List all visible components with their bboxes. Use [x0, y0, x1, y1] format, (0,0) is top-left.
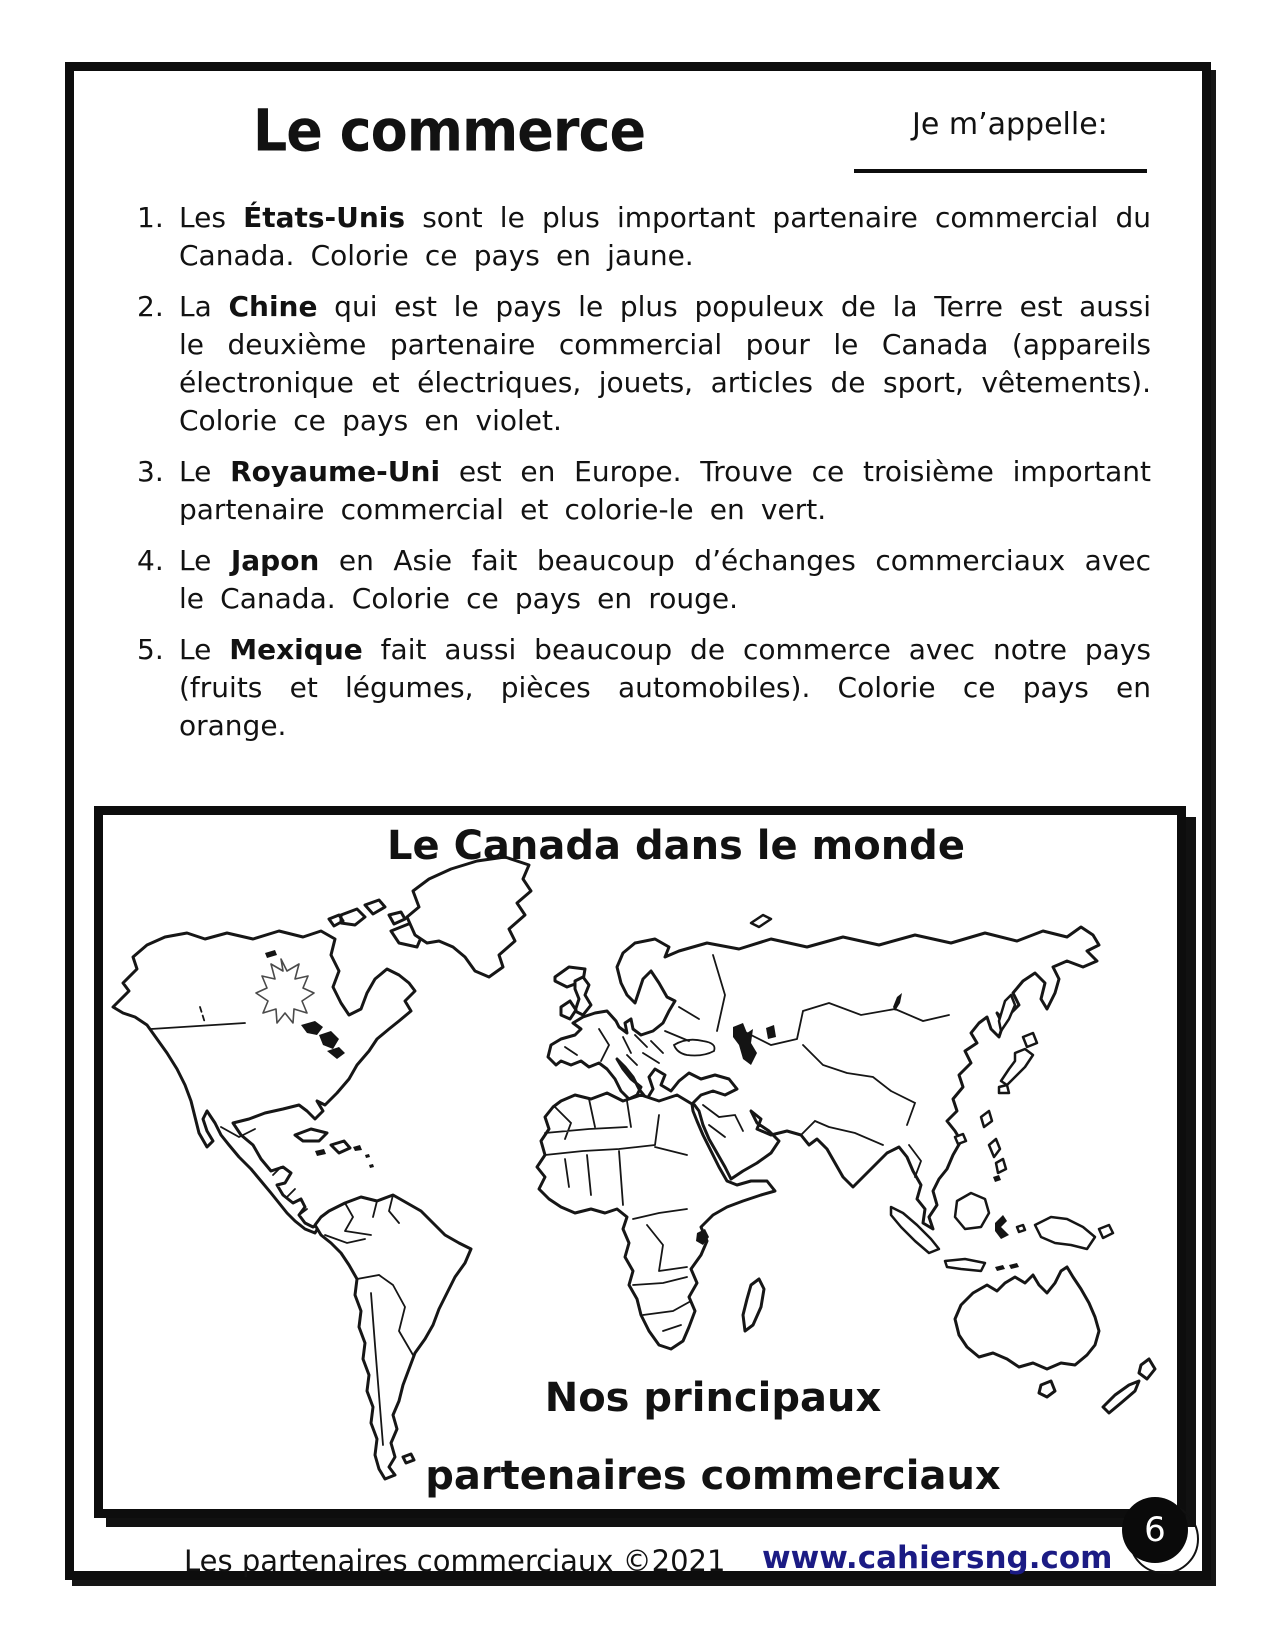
- madagascar-outline: [743, 1279, 764, 1331]
- instruction-list: [137, 199, 1151, 758]
- philippine-south-islands: [993, 1175, 1001, 1182]
- footer-url-link[interactable]: www.cahiersng.com: [762, 1540, 1113, 1576]
- puerto-rico-island: [353, 1145, 362, 1151]
- page-number-badge: 6: [1122, 1497, 1188, 1563]
- name-label: Je m’appelle:: [912, 107, 1108, 142]
- item-number: 5.: [137, 633, 164, 666]
- new-britain-island: [1099, 1225, 1113, 1238]
- footer-credit: Les partenaires commerciaux ©2021: [184, 1544, 726, 1578]
- hispaniola-outline: [331, 1141, 350, 1153]
- new-guinea-island: [1035, 1217, 1095, 1249]
- greenland-outline: [407, 857, 531, 977]
- south-america-outline: [315, 1195, 471, 1479]
- novaya-zemlya-island: [751, 915, 771, 927]
- map-title: Le Canada dans le monde: [387, 823, 965, 869]
- country-name: Japon: [230, 544, 320, 577]
- item-text: Le Japon en Asie fait beaucoup d’échanges commerciaux avec le Canada. Colorie ce pays en rouge.: [179, 544, 1152, 615]
- java-island: [945, 1259, 985, 1271]
- list-item: [137, 453, 1151, 529]
- map-caption-line2: partenaires commerciaux: [425, 1453, 1001, 1499]
- item-text: Le Mexique fait aussi beaucoup de commerce avec notre pays (fruits et légumes, pièces automobiles). Colorie ce pays en orange.: [179, 633, 1151, 742]
- japan-islands: [999, 1033, 1037, 1093]
- item-text: Le Royaume-Uni est en Europe. Trouve ce troisième important partenaire commercial et colorie-le en vert.: [179, 455, 1151, 526]
- list-item: [137, 631, 1151, 745]
- list-item: [137, 199, 1151, 275]
- page-title: Le commerce: [252, 96, 646, 165]
- item-text: Les États-Unis sont le plus important partenaire commercial du Canada. Colorie ce pays en jaune.: [179, 201, 1151, 272]
- taiwan-island: [981, 1111, 992, 1127]
- united-kingdom-outline: [575, 977, 591, 1015]
- jamaica-island: [315, 1149, 326, 1156]
- philippines-islands: [989, 1139, 1006, 1173]
- country-name: Royaume-Uni: [230, 455, 441, 488]
- worksheet-page-border: [65, 62, 1211, 1580]
- country-name: États-Unis: [243, 201, 406, 234]
- country-name: Chine: [228, 290, 318, 323]
- lesser-antilles: [365, 1154, 374, 1168]
- item-number: 3.: [137, 455, 164, 488]
- lesser-sunda-islands: [995, 1263, 1019, 1271]
- moluccas-island: [1017, 1225, 1025, 1232]
- map-figure-box: [94, 806, 1186, 1518]
- list-item: [137, 288, 1151, 440]
- cuba-outline: [295, 1129, 327, 1141]
- item-number: 2.: [137, 290, 164, 323]
- australia-outline: [955, 1267, 1099, 1369]
- map-caption-line1: Nos principaux: [544, 1375, 882, 1421]
- sulawesi-island: [995, 1215, 1009, 1239]
- item-number: 4.: [137, 544, 164, 577]
- borneo-island: [955, 1193, 989, 1229]
- hainan-island: [955, 1134, 966, 1144]
- item-text: La Chine qui est le pays le plus populeux de la Terre est aussi le deuxième partenaire commercial pour le Canada (appareils électronique et électriques, jouets, articles de sport, vêtements). Colorie ce pays en violet.: [179, 290, 1151, 437]
- item-number: 1.: [137, 201, 164, 234]
- name-input-line[interactable]: [854, 133, 1147, 173]
- country-name: Mexique: [229, 633, 363, 666]
- ireland-outline: [561, 1001, 576, 1019]
- list-item: [137, 542, 1151, 618]
